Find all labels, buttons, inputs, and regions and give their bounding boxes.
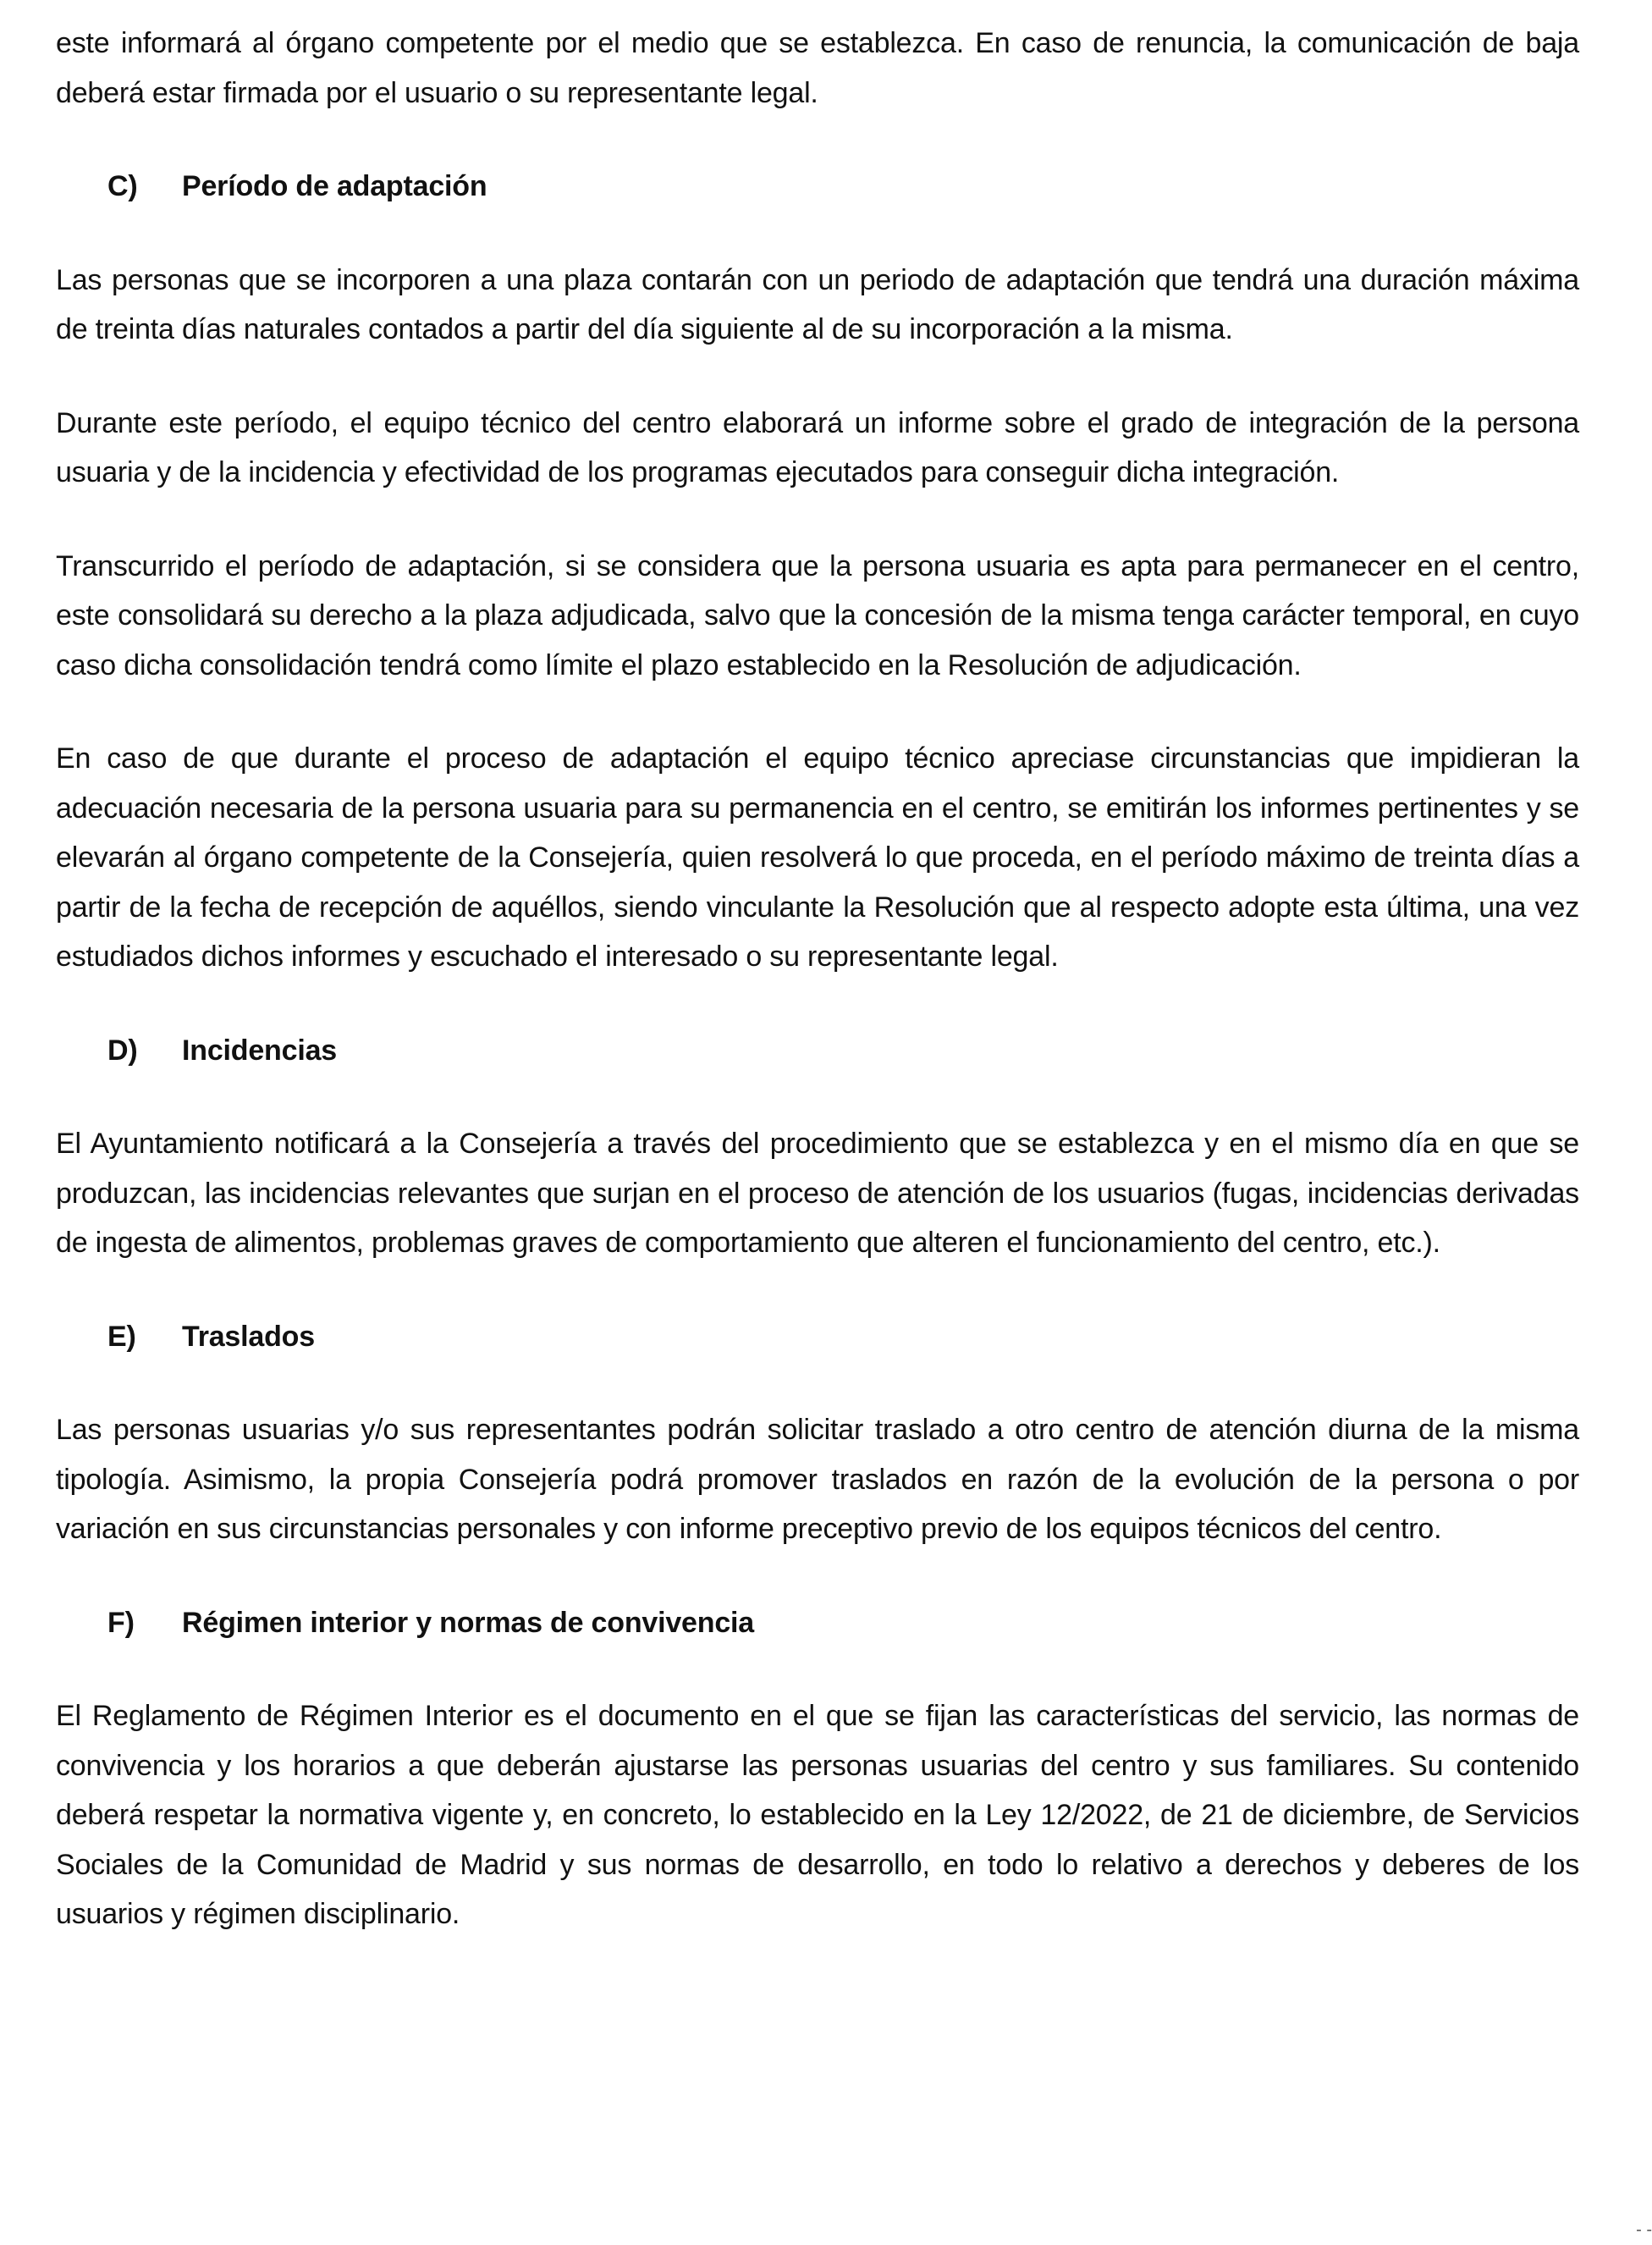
paragraph-intro: este informará al órgano competente por el medio que se establezca. En caso de renuncia, la comunicación de baja deberá estar firmada por el usuario o su representante legal. — [56, 27, 1579, 109]
section-letter: D) — [107, 1034, 138, 1067]
paragraph: El Ayuntamiento notificará a la Consejería a través del procedimiento que se establezca y en el mismo día en que se produzcan, las incidencias relevantes que surjan en el proceso de atención de los usuarios (fugas, incidencias derivadas de ingesta de alimentos, problemas graves de comportamiento que alteren el funcionamiento del centro, etc.). — [56, 1128, 1579, 1259]
section-heading-d — [56, 1026, 1579, 1076]
paragraph: El Reglamento de Régimen Interior es el documento en el que se fijan las características del servicio, las normas de convivencia y los horarios a que deberán ajustarse las personas usuarias del centro y sus familiares. Su contenido deberá respetar la normativa vigente y, en concreto, lo establecido en la Ley 12/2022, de 21 de diciembre, de Servicios Sociales de la Comunidad de Madrid y sus normas de desarrollo, en todo lo relativo a derechos y deberes de los usuarios y régimen disciplinario. — [56, 1700, 1579, 1930]
section-letter: E) — [107, 1320, 136, 1353]
section-title: Incidencias — [182, 1034, 337, 1067]
section-letter: F) — [107, 1606, 135, 1639]
section-title: Traslados — [182, 1320, 315, 1353]
paragraph: Durante este período, el equipo técnico del centro elaborará un informe sobre el grado de integración de la persona usuaria y de la incidencia y efectividad de los programas ejecutados para conseguir dicha integración. — [56, 406, 1579, 488]
section-title: Período de adaptación — [182, 170, 487, 202]
section-heading-c — [56, 162, 1579, 212]
paragraph: Las personas que se incorporen a una plaza contarán con un periodo de adaptación que tendrá una duración máxima de treinta días naturales contados a partir del día siguiente al de su incorporación a la misma. — [56, 263, 1579, 345]
paragraph: En caso de que durante el proceso de adaptación el equipo técnico apreciase circunstancias que impidieran la adecuación necesaria de la persona usuaria para su permanencia en el centro, se emitirán los informes pertinentes y se elevarán al órgano competente de la Consejería, quien resolverá lo que proceda, en el período máximo de treinta días a partir de la fecha de recepción de aquéllos, siendo vinculante la Resolución que al respecto adopte esta última, una vez estudiados dichos informes y escuchado el interesado o su representante legal. — [56, 742, 1579, 973]
page-corner-mark: - - — [1636, 2220, 1652, 2239]
document-page — [56, 19, 1579, 1939]
section-heading-e — [56, 1312, 1579, 1362]
paragraph: Las personas usuarias y/o sus representantes podrán solicitar traslado a otro centro de atención diurna de la misma tipología. Asimismo, la propia Consejería podrá promover traslados en razón de la evolución de la persona o por variación en sus circunstancias personales y con informe preceptivo previo de los equipos técnicos del centro. — [56, 1414, 1579, 1545]
section-letter: C) — [107, 170, 138, 202]
section-title: Régimen interior y normas de convivencia — [182, 1606, 755, 1639]
paragraph: Transcurrido el período de adaptación, si se considera que la persona usuaria es apta para permanecer en el centro, este consolidará su derecho a la plaza adjudicada, salvo que la concesión de la misma tenga carácter temporal, en cuyo caso dicha consolidación tendrá como límite el plazo establecido en la Resolución de adjudicación. — [56, 549, 1579, 681]
section-heading-f — [56, 1598, 1579, 1648]
